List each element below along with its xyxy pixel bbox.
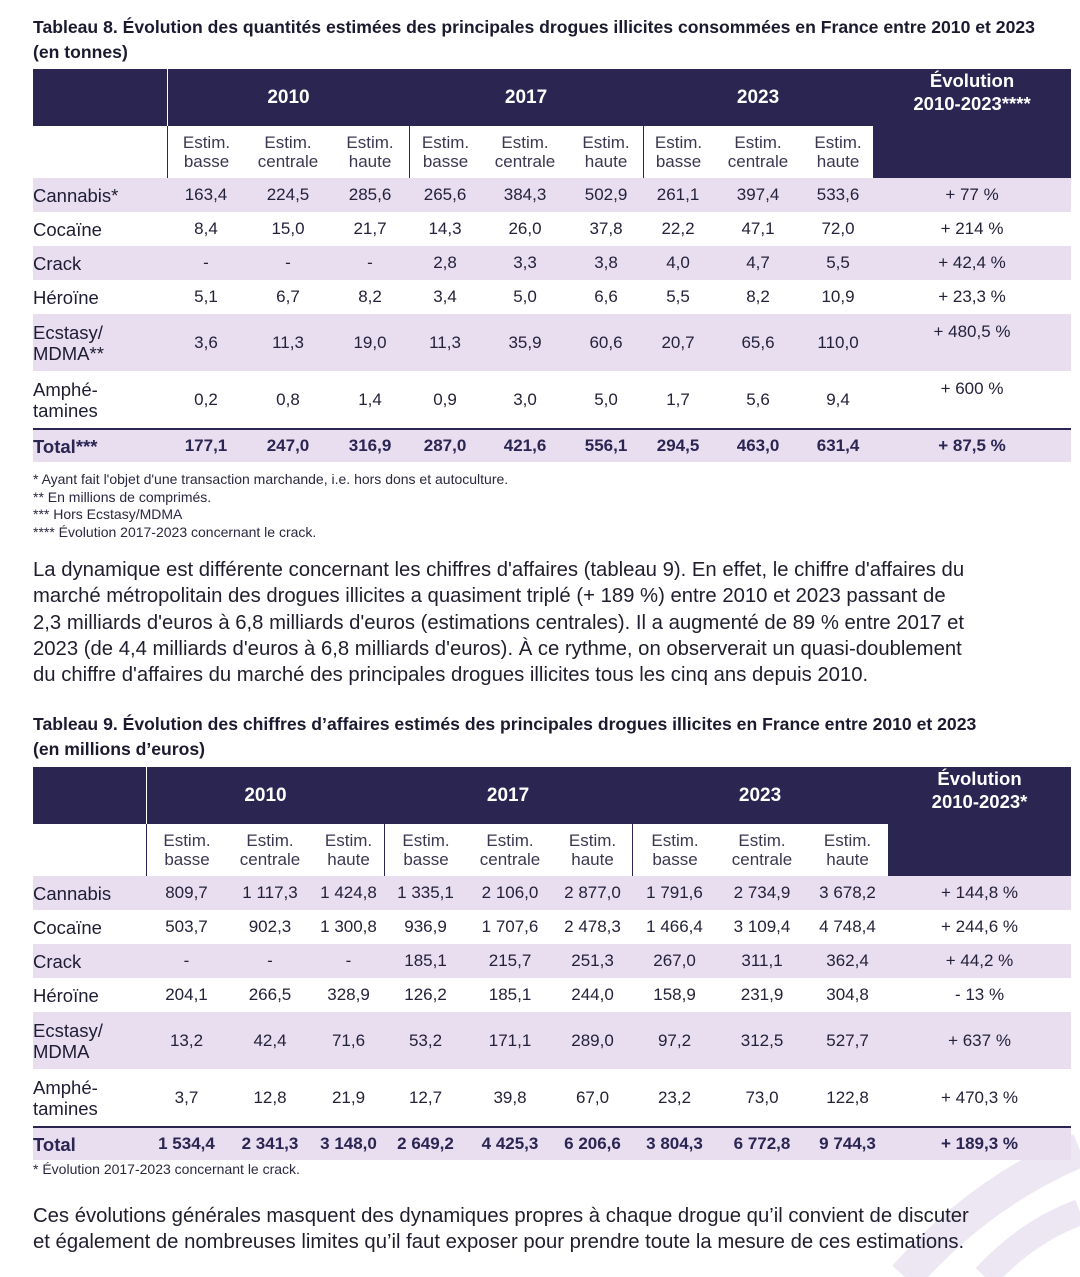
table8-value-cell: 8,4 (167, 212, 245, 246)
table9-value-cell: 1 466,4 (632, 910, 717, 944)
table9-value-cell: 97,2 (632, 1012, 717, 1069)
table8-value-cell: 9,4 (803, 371, 873, 428)
table9-value-cell: 328,9 (313, 978, 384, 1012)
table9-value-cell: 527,7 (807, 1012, 888, 1069)
table9-row (33, 944, 1071, 978)
table8-total-cell: 421,6 (481, 428, 569, 462)
table8-row (33, 246, 1071, 280)
table8-row-label-line1: Crack (33, 252, 82, 274)
table8-row-label-line1: Héroïne (33, 286, 99, 308)
table9-subheader-cell (632, 824, 717, 876)
table8-value-cell: - (167, 246, 245, 280)
table9-year-2023: 2023 (632, 767, 888, 824)
table8-subheader-line2: basse (422, 152, 469, 171)
table9-title-line1: Tableau 9. Évolution des chiffres d’affaires estimés des principales drogues illicites en France entre 2010 et 2023 (33, 714, 977, 734)
table9-subheader-line2: basse (403, 850, 449, 869)
table9-subheader-cell (313, 824, 384, 876)
table8-value-cell: 533,6 (803, 178, 873, 212)
table8-evolution-cell: + 42,4 % (873, 246, 1071, 280)
table9-body (33, 876, 1071, 1160)
table9-subheader-line1: Estim. (651, 831, 699, 850)
table8-subheader-line1: Estim. (421, 133, 470, 152)
table9-subheader-line2: centrale (731, 850, 793, 869)
table8-value-cell: 5,1 (167, 280, 245, 314)
table8-row-label-line1: Amphé- (33, 378, 98, 400)
paragraph-2-line-2: et également de nombreuses limites qu’il faut exposer pour prendre toute la mesure de ces estimations. (33, 1231, 965, 1254)
table8-subheader-cell (409, 126, 481, 178)
table8-value-cell: 261,1 (643, 178, 713, 212)
table8-value-cell: 8,2 (331, 280, 409, 314)
table9-value-cell: - (313, 944, 384, 978)
table8-row-label (33, 246, 167, 280)
table9-subheader-line1: Estim. (823, 831, 872, 850)
table8-value-cell: 65,6 (713, 314, 803, 371)
table9-total-cell: 2 341,3 (227, 1126, 313, 1160)
table9-subheader-line2: haute (571, 850, 614, 869)
table8-value-cell: 3,8 (569, 246, 643, 280)
table8-evolution-cell: + 23,3 % (873, 280, 1071, 314)
table8-row (33, 178, 1071, 212)
table9-title (33, 712, 1073, 762)
table9-subheader-line1: Estim. (738, 831, 786, 850)
table9-year-2010: 2010 (146, 767, 384, 824)
table9-value-cell: 158,9 (632, 978, 717, 1012)
table8-row (33, 280, 1071, 314)
table9-total-cell: 9 744,3 (807, 1126, 888, 1160)
table8-subheader-line1: Estim. (264, 133, 312, 152)
table8-title-line2: (en tonnes) (33, 42, 128, 62)
table8-notes (33, 471, 508, 541)
table8-subheader-cell (713, 126, 803, 178)
table8-value-cell: 163,4 (167, 178, 245, 212)
table9-row (33, 1012, 1071, 1069)
table8-subheader-cell (481, 126, 569, 178)
table9-value-cell: 1 300,8 (313, 910, 384, 944)
table8-row-label-line1: Cocaïne (33, 218, 102, 240)
table9-value-cell: 3 109,4 (717, 910, 807, 944)
table9-subheader-line1: Estim. (324, 831, 373, 850)
table8-value-cell: 21,7 (331, 212, 409, 246)
table9-subheader-cell (807, 824, 888, 876)
table8-value-cell: - (245, 246, 331, 280)
table8-subheader-line2: basse (655, 152, 702, 171)
table9-row-label-line1: Héroïne (33, 984, 99, 1006)
table8-subheader-line2: haute (816, 152, 860, 171)
table8-row-label (33, 212, 167, 246)
table9-total-evolution: + 189,3 % (888, 1126, 1071, 1160)
table8-value-cell: 0,2 (167, 371, 245, 428)
table9-row-label (33, 944, 146, 978)
table9-total-row (33, 1126, 1071, 1160)
table8-total-cell: 287,0 (409, 428, 481, 462)
table9-value-cell: 311,1 (717, 944, 807, 978)
table9-total-cell: 3 148,0 (313, 1126, 384, 1160)
table8-value-cell: 285,6 (331, 178, 409, 212)
table9-row-label (33, 1069, 146, 1126)
table9-evolution-header-line1: Évolution (937, 768, 1022, 789)
table8-value-cell: 224,5 (245, 178, 331, 212)
table8-row-label (33, 371, 167, 428)
table8-value-cell: 15,0 (245, 212, 331, 246)
table9-subheader-line2: basse (164, 850, 210, 869)
table9-row (33, 876, 1071, 910)
table8-subheader-line2: haute (584, 152, 628, 171)
table9-value-cell: 2 734,9 (717, 876, 807, 910)
table9-value-cell: 251,3 (553, 944, 632, 978)
table9-year-2017: 2017 (384, 767, 632, 824)
table8-evolution-cell: + 214 % (873, 212, 1071, 246)
table8-total-cell: 177,1 (167, 428, 245, 462)
table9-subheader-line2: haute (826, 850, 869, 869)
table9-value-cell: 42,4 (227, 1012, 313, 1069)
table8-value-cell: - (331, 246, 409, 280)
table8-value-cell: 47,1 (713, 212, 803, 246)
table8-subheader-line1: Estim. (814, 133, 862, 152)
table8-value-cell: 0,9 (409, 371, 481, 428)
table8-subheader-line1: Estim. (346, 133, 394, 152)
table8-evolution-cell: + 77 % (873, 178, 1071, 212)
table9-value-cell: 231,9 (717, 978, 807, 1012)
table9-value-cell: 23,2 (632, 1069, 717, 1126)
table8-total-cell: 556,1 (569, 428, 643, 462)
table8-year-2017: 2017 (409, 69, 643, 126)
table8-value-cell: 20,7 (643, 314, 713, 371)
table8-value-cell: 0,8 (245, 371, 331, 428)
table8-subheader-cell (569, 126, 643, 178)
table9-value-cell: 266,5 (227, 978, 313, 1012)
table8-total-row (33, 428, 1071, 462)
table8-value-cell: 26,0 (481, 212, 569, 246)
table9-total-cell: 4 425,3 (467, 1126, 553, 1160)
table9-value-cell: 71,6 (313, 1012, 384, 1069)
table8 (33, 69, 1071, 462)
paragraph-1-line-4: 2023 (de 4,4 milliards d'euros à 6,8 milliards d'euros). À ce rythme, on observerait un quasi-doublement (33, 637, 962, 660)
table9-total-label: Total (33, 1126, 146, 1160)
table8-note-4: **** Évolution 2017-2023 concernant le crack. (33, 523, 317, 540)
table9-value-cell: 1 791,6 (632, 876, 717, 910)
table8-subheader-cell (803, 126, 873, 178)
table8-value-cell: 3,4 (409, 280, 481, 314)
table8-value-cell: 5,5 (643, 280, 713, 314)
table8-body (33, 178, 1071, 462)
table9-value-cell: 12,8 (227, 1069, 313, 1126)
table8-value-cell: 3,0 (481, 371, 569, 428)
table9-value-cell: 21,9 (313, 1069, 384, 1126)
table9-subheader-cell (553, 824, 632, 876)
table8-value-cell: 3,3 (481, 246, 569, 280)
table9-row-label-line2: MDMA (33, 1040, 90, 1062)
table9-evolution-cell: + 144,8 % (888, 876, 1071, 910)
table8-subheader-cell (643, 126, 713, 178)
table8-value-cell: 397,4 (713, 178, 803, 212)
table9-evolution-header (888, 767, 1071, 876)
table9-row (33, 978, 1071, 1012)
table9-evolution-cell: + 637 % (888, 1012, 1071, 1069)
table8-corner (33, 69, 167, 126)
table8-evolution-cell: + 600 % (873, 371, 1071, 428)
table9-subheader-line1: Estim. (246, 831, 294, 850)
table8-title-line1: Tableau 8. Évolution des quantités estimées des principales drogues illicites consommées en France entre 2010 et 2023 (33, 17, 1035, 37)
table8-value-cell: 1,7 (643, 371, 713, 428)
table8-subheader-line1: Estim. (734, 133, 782, 152)
table9-value-cell: 185,1 (384, 944, 467, 978)
table8-evolution-header (873, 69, 1071, 178)
table8-total-cell: 463,0 (713, 428, 803, 462)
table9-row-label (33, 876, 146, 910)
table8-value-cell: 10,9 (803, 280, 873, 314)
table8-subheader-line1: Estim. (501, 133, 549, 152)
table9-subheader-cell (467, 824, 553, 876)
table9-evolution-cell: + 470,3 % (888, 1069, 1071, 1126)
table9-value-cell: 171,1 (467, 1012, 553, 1069)
table9-value-cell: 3 678,2 (807, 876, 888, 910)
table9-subheader-line2: basse (652, 850, 698, 869)
table8-value-cell: 35,9 (481, 314, 569, 371)
table9-row (33, 910, 1071, 944)
table9-value-cell: - (227, 944, 313, 978)
table9-evolution-cell: + 244,6 % (888, 910, 1071, 944)
table9-value-cell: 215,7 (467, 944, 553, 978)
table8-evolution-header-line2: 2010-2023**** (913, 93, 1031, 114)
table8-row-label (33, 314, 167, 371)
table9-evolution-cell: + 44,2 % (888, 944, 1071, 978)
table9-total-cell: 6 206,6 (553, 1126, 632, 1160)
table9 (33, 767, 1071, 1160)
paragraph-2-line-1: Ces évolutions générales masquent des dynamiques propres à chaque drogue qu’il convient de discuter (33, 1205, 969, 1227)
table9-value-cell: 53,2 (384, 1012, 467, 1069)
table8-row-label-line1: Cannabis* (33, 184, 119, 206)
table8-subheader-line2: centrale (494, 152, 556, 171)
table8-value-cell: 5,6 (713, 371, 803, 428)
table9-subheader-line1: Estim. (402, 831, 450, 850)
table9-value-cell: 289,0 (553, 1012, 632, 1069)
table9-value-cell: 122,8 (807, 1069, 888, 1126)
table8-value-cell: 3,6 (167, 314, 245, 371)
table9-value-cell: 936,9 (384, 910, 467, 944)
table8-row (33, 371, 1071, 428)
paragraph-1-line-5: du chiffre d'affaires du marché des principales drogues illicites tous les cinq ans depuis 2010. (33, 664, 869, 687)
table8-value-cell: 11,3 (245, 314, 331, 371)
table8-row-label (33, 280, 167, 314)
table8-title (33, 15, 1073, 65)
table9-subheader-line1: Estim. (486, 831, 534, 850)
table9-value-cell: 304,8 (807, 978, 888, 1012)
paragraph-1-line-2: marché métropolitain des drogues illicites a quasiment triplé (+ 189 %) entre 2010 et 2023 passant de (33, 585, 946, 608)
table8-value-cell: 1,4 (331, 371, 409, 428)
table9-subheader-line1: Estim. (163, 831, 211, 850)
table8-total-evolution: + 87,5 % (873, 428, 1071, 462)
table8-subheader-line2: haute (348, 152, 392, 171)
table8-row-label-line2: tamines (33, 399, 98, 421)
table9-value-cell: 2 106,0 (467, 876, 553, 910)
table9-value-cell: 1 117,3 (227, 876, 313, 910)
table9-title-line2: (en millions d’euros) (33, 739, 206, 759)
table9-value-cell: 809,7 (146, 876, 227, 910)
table8-value-cell: 6,7 (245, 280, 331, 314)
table8-note-2: ** En millions de comprimés. (33, 488, 212, 505)
table8-subheader-line1: Estim. (582, 133, 630, 152)
table9-subheader-cell (384, 824, 467, 876)
table9-value-cell: 4 748,4 (807, 910, 888, 944)
table8-total-cell: 316,9 (331, 428, 409, 462)
table9-subheader-line2: centrale (239, 850, 301, 869)
table8-value-cell: 22,2 (643, 212, 713, 246)
table9-value-cell: 12,7 (384, 1069, 467, 1126)
table8-note-1: * Ayant fait l'objet d'une transaction marchande, i.e. hors dons et autoculture. (33, 471, 509, 487)
table8-subheader-line2: centrale (727, 152, 789, 171)
table9-total-cell: 3 804,3 (632, 1126, 717, 1160)
table8-value-cell: 37,8 (569, 212, 643, 246)
table9-row-label-line2: tamines (33, 1097, 98, 1119)
table9-value-cell: - (146, 944, 227, 978)
table9-value-cell: 312,5 (717, 1012, 807, 1069)
table8-value-cell: 5,0 (481, 280, 569, 314)
table9-row-label (33, 1012, 146, 1069)
table9-subheader-line2: haute (327, 850, 370, 869)
table8-value-cell: 19,0 (331, 314, 409, 371)
table9-value-cell: 1 335,1 (384, 876, 467, 910)
table9-value-cell: 902,3 (227, 910, 313, 944)
table9-corner (33, 767, 146, 824)
table9-subheader-cell (146, 824, 227, 876)
table9-subheader-cell (227, 824, 313, 876)
table9-row-label (33, 910, 146, 944)
table9-subheader-cell (717, 824, 807, 876)
table8-year-2023: 2023 (643, 69, 873, 126)
table9-value-cell: 503,7 (146, 910, 227, 944)
table9-row (33, 1069, 1071, 1126)
table8-value-cell: 384,3 (481, 178, 569, 212)
table8-value-cell: 72,0 (803, 212, 873, 246)
table8-subheader-line1: Estim. (182, 133, 231, 152)
table9-subheader-line1: Estim. (568, 831, 617, 850)
table9-value-cell: 73,0 (717, 1069, 807, 1126)
table8-total-cell: 247,0 (245, 428, 331, 462)
table9-row-label-line1: Ecstasy/ (33, 1019, 103, 1041)
table8-row-label (33, 178, 167, 212)
table8-subheader-blank (33, 126, 167, 178)
table9-total-cell: 1 534,4 (146, 1126, 227, 1160)
table8-value-cell: 2,8 (409, 246, 481, 280)
table8-subheader-cell (167, 126, 245, 178)
table9-value-cell: 1 707,6 (467, 910, 553, 944)
table8-note-3: *** Hors Ecstasy/MDMA (33, 506, 183, 522)
table8-value-cell: 502,9 (569, 178, 643, 212)
table8-value-cell: 4,0 (643, 246, 713, 280)
table9-value-cell: 126,2 (384, 978, 467, 1012)
table8-total-cell: 631,4 (803, 428, 873, 462)
paragraph-1-line-3: 2,3 milliards d'euros à 6,8 milliards d'euros (estimations centrales). Il a augmenté de 89 % entre 2017 et (33, 611, 965, 634)
table9-subheader-blank (33, 824, 146, 876)
table8-subheader-line1: Estim. (654, 133, 703, 152)
table9-value-cell: 1 424,8 (313, 876, 384, 910)
table9-value-cell: 2 478,3 (553, 910, 632, 944)
table8-row-label-line1: Ecstasy/ (33, 321, 103, 343)
table9-note-1: * Évolution 2017-2023 concernant le crack. (33, 1161, 300, 1177)
table9-evolution-header-line2: 2010-2023* (931, 791, 1028, 812)
table8-evolution-cell: + 480,5 % (873, 314, 1071, 371)
paragraph-2 (33, 1203, 1073, 1256)
table9-value-cell: 67,0 (553, 1069, 632, 1126)
table8-subheader-cell (331, 126, 409, 178)
paragraph-1 (33, 557, 1073, 688)
table9-subheader-line2: centrale (479, 850, 541, 869)
table8-value-cell: 8,2 (713, 280, 803, 314)
table8-value-cell: 265,6 (409, 178, 481, 212)
table8-value-cell: 60,6 (569, 314, 643, 371)
table9-value-cell: 244,0 (553, 978, 632, 1012)
table8-value-cell: 11,3 (409, 314, 481, 371)
table8-subheader-line2: basse (183, 152, 230, 171)
table8-value-cell: 14,3 (409, 212, 481, 246)
table9-value-cell: 185,1 (467, 978, 553, 1012)
table8-value-cell: 110,0 (803, 314, 873, 371)
table8-subheader-line2: centrale (257, 152, 319, 171)
table9-total-cell: 6 772,8 (717, 1126, 807, 1160)
table9-value-cell: 204,1 (146, 978, 227, 1012)
table8-value-cell: 5,0 (569, 371, 643, 428)
table8-value-cell: 6,6 (569, 280, 643, 314)
table9-value-cell: 13,2 (146, 1012, 227, 1069)
table8-value-cell: 4,7 (713, 246, 803, 280)
table8-subheader-cell (245, 126, 331, 178)
table8-total-cell: 294,5 (643, 428, 713, 462)
table8-evolution-header-line1: Évolution (929, 70, 1015, 91)
table9-notes (33, 1161, 300, 1179)
table9-value-cell: 39,8 (467, 1069, 553, 1126)
table9-row-label-line1: Crack (33, 950, 82, 972)
table9-value-cell: 267,0 (632, 944, 717, 978)
table8-row (33, 212, 1071, 246)
table8-year-2010: 2010 (167, 69, 409, 126)
table9-row-label-line1: Cannabis (33, 882, 112, 904)
table9-total-cell: 2 649,2 (384, 1126, 467, 1160)
table8-row-label-line2: MDMA** (33, 342, 104, 364)
paragraph-1-line-1: La dynamique est différente concernant les chiffres d'affaires (tableau 9). En effet, le chiffre d'affaires du (33, 559, 965, 581)
table8-value-cell: 5,5 (803, 246, 873, 280)
table9-row-label-line1: Cocaïne (33, 916, 102, 938)
table8-total-label: Total*** (33, 428, 167, 462)
table9-row-label (33, 978, 146, 1012)
table9-row-label-line1: Amphé- (33, 1076, 98, 1098)
table9-value-cell: 362,4 (807, 944, 888, 978)
table8-row (33, 314, 1071, 371)
table9-value-cell: 3,7 (146, 1069, 227, 1126)
table9-evolution-cell: - 13 % (888, 978, 1071, 1012)
table9-value-cell: 2 877,0 (553, 876, 632, 910)
